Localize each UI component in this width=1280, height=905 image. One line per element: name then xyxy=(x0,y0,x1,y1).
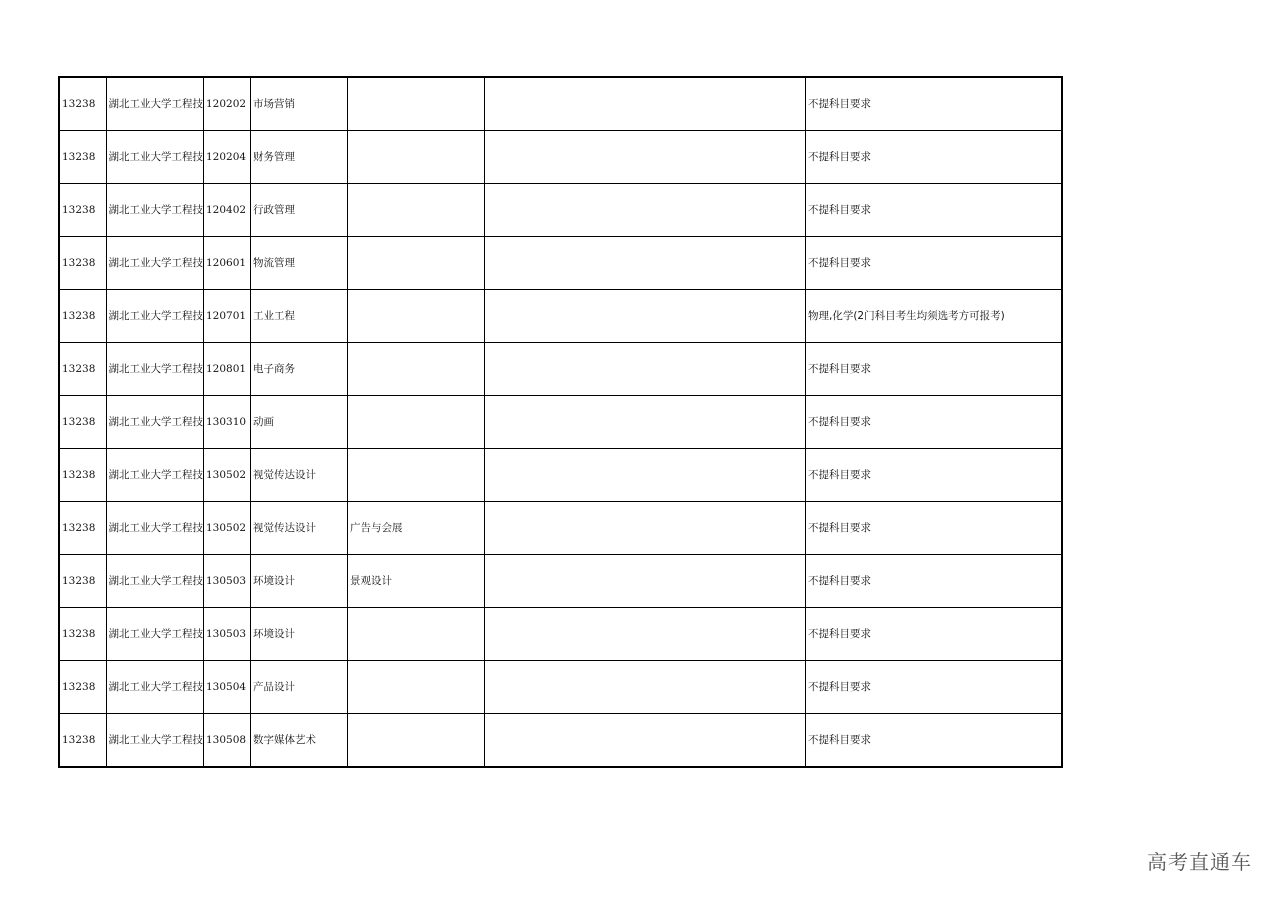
table-row xyxy=(59,184,1062,237)
cell-school-name: 湖北工业大学工程技 xyxy=(106,608,204,661)
cell-school-code: 13238 xyxy=(59,290,106,343)
cell-requirement: 不提科目要求 xyxy=(806,714,1062,768)
cell-note xyxy=(485,661,806,714)
cell-major-code: 120701 xyxy=(204,290,251,343)
cell-school-code: 13238 xyxy=(59,396,106,449)
cell-direction xyxy=(348,343,485,396)
table-body xyxy=(59,77,1062,767)
cell-major-name: 视觉传达设计 xyxy=(251,449,348,502)
cell-requirement: 物理,化学(2门科目考生均须选考方可报考) xyxy=(806,290,1062,343)
cell-major-code: 130503 xyxy=(204,608,251,661)
cell-note xyxy=(485,131,806,184)
cell-direction xyxy=(348,449,485,502)
cell-note xyxy=(485,449,806,502)
cell-note xyxy=(485,608,806,661)
cell-note xyxy=(485,502,806,555)
cell-note xyxy=(485,343,806,396)
cell-school-name: 湖北工业大学工程技 xyxy=(106,77,204,131)
cell-requirement: 不提科目要求 xyxy=(806,184,1062,237)
cell-requirement: 不提科目要求 xyxy=(806,449,1062,502)
table-row xyxy=(59,714,1062,768)
cell-requirement: 不提科目要求 xyxy=(806,396,1062,449)
cell-major-code: 130502 xyxy=(204,502,251,555)
cell-major-code: 120601 xyxy=(204,237,251,290)
table-row xyxy=(59,396,1062,449)
table-row xyxy=(59,661,1062,714)
cell-major-name: 市场营销 xyxy=(251,77,348,131)
table-row xyxy=(59,290,1062,343)
cell-direction xyxy=(348,608,485,661)
cell-school-name: 湖北工业大学工程技 xyxy=(106,131,204,184)
cell-school-name: 湖北工业大学工程技 xyxy=(106,343,204,396)
cell-note xyxy=(485,290,806,343)
cell-school-code: 13238 xyxy=(59,237,106,290)
table-row xyxy=(59,131,1062,184)
cell-major-name: 视觉传达设计 xyxy=(251,502,348,555)
cell-direction xyxy=(348,714,485,768)
cell-major-code: 120204 xyxy=(204,131,251,184)
cell-school-name: 湖北工业大学工程技 xyxy=(106,714,204,768)
cell-requirement: 不提科目要求 xyxy=(806,77,1062,131)
cell-requirement: 不提科目要求 xyxy=(806,237,1062,290)
cell-requirement: 不提科目要求 xyxy=(806,343,1062,396)
cell-school-code: 13238 xyxy=(59,661,106,714)
cell-note xyxy=(485,714,806,768)
cell-major-code: 130310 xyxy=(204,396,251,449)
cell-school-name: 湖北工业大学工程技 xyxy=(106,502,204,555)
cell-note xyxy=(485,555,806,608)
cell-major-name: 动画 xyxy=(251,396,348,449)
cell-school-name: 湖北工业大学工程技 xyxy=(106,184,204,237)
cell-school-name: 湖北工业大学工程技 xyxy=(106,555,204,608)
cell-school-name: 湖北工业大学工程技 xyxy=(106,396,204,449)
cell-direction xyxy=(348,290,485,343)
cell-note xyxy=(485,396,806,449)
table-row xyxy=(59,608,1062,661)
cell-major-name: 物流管理 xyxy=(251,237,348,290)
cell-school-code: 13238 xyxy=(59,502,106,555)
cell-major-code: 120801 xyxy=(204,343,251,396)
cell-major-name: 产品设计 xyxy=(251,661,348,714)
major-requirements-table xyxy=(58,76,1063,768)
cell-major-name: 环境设计 xyxy=(251,555,348,608)
cell-school-name: 湖北工业大学工程技 xyxy=(106,449,204,502)
cell-major-code: 130508 xyxy=(204,714,251,768)
table-row xyxy=(59,77,1062,131)
cell-major-name: 财务管理 xyxy=(251,131,348,184)
cell-note xyxy=(485,184,806,237)
table-row xyxy=(59,555,1062,608)
cell-school-code: 13238 xyxy=(59,77,106,131)
cell-direction xyxy=(348,237,485,290)
cell-direction xyxy=(348,131,485,184)
cell-requirement: 不提科目要求 xyxy=(806,608,1062,661)
cell-school-code: 13238 xyxy=(59,131,106,184)
cell-school-code: 13238 xyxy=(59,184,106,237)
cell-school-code: 13238 xyxy=(59,608,106,661)
table-row xyxy=(59,502,1062,555)
cell-school-name: 湖北工业大学工程技 xyxy=(106,290,204,343)
table-row xyxy=(59,237,1062,290)
cell-direction: 广告与会展 xyxy=(348,502,485,555)
cell-requirement: 不提科目要求 xyxy=(806,502,1062,555)
cell-requirement: 不提科目要求 xyxy=(806,661,1062,714)
watermark-text: 高考直通车 xyxy=(1147,850,1252,874)
cell-major-name: 数字媒体艺术 xyxy=(251,714,348,768)
cell-direction xyxy=(348,184,485,237)
cell-note xyxy=(485,77,806,131)
cell-requirement: 不提科目要求 xyxy=(806,555,1062,608)
cell-major-name: 工业工程 xyxy=(251,290,348,343)
cell-school-code: 13238 xyxy=(59,555,106,608)
cell-major-code: 130503 xyxy=(204,555,251,608)
cell-direction xyxy=(348,396,485,449)
cell-major-code: 120202 xyxy=(204,77,251,131)
cell-major-code: 120402 xyxy=(204,184,251,237)
cell-direction xyxy=(348,661,485,714)
cell-major-name: 环境设计 xyxy=(251,608,348,661)
cell-note xyxy=(485,237,806,290)
cell-direction xyxy=(348,77,485,131)
cell-major-code: 130502 xyxy=(204,449,251,502)
cell-school-code: 13238 xyxy=(59,714,106,768)
cell-school-code: 13238 xyxy=(59,343,106,396)
table-row xyxy=(59,449,1062,502)
cell-requirement: 不提科目要求 xyxy=(806,131,1062,184)
cell-school-code: 13238 xyxy=(59,449,106,502)
cell-school-name: 湖北工业大学工程技 xyxy=(106,237,204,290)
cell-major-name: 电子商务 xyxy=(251,343,348,396)
cell-major-code: 130504 xyxy=(204,661,251,714)
cell-major-name: 行政管理 xyxy=(251,184,348,237)
table-row xyxy=(59,343,1062,396)
cell-direction: 景观设计 xyxy=(348,555,485,608)
cell-school-name: 湖北工业大学工程技 xyxy=(106,661,204,714)
